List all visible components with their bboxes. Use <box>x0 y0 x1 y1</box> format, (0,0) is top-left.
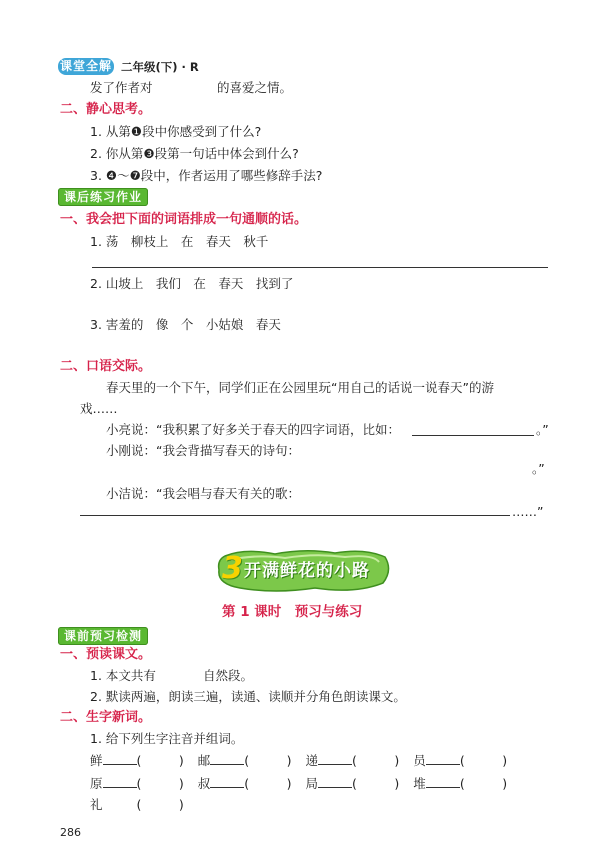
word-order-item: 1. 荡 柳枝上 在 春天 秋千 <box>90 234 269 249</box>
answer-line <box>92 267 548 268</box>
char-cell: 叔 ( ) <box>197 776 292 791</box>
preread-item-suffix: 自然段。 <box>203 668 254 683</box>
section-title: 二、口语交际。 <box>60 359 152 374</box>
char-cell: 递 ( ) <box>305 753 400 768</box>
preread-item-prefix: 1. 本文共有 <box>90 668 156 683</box>
xiaogang-line: 小刚说：“我会背描写春天的诗句： <box>106 443 300 458</box>
char-cell: 员 ( ) <box>413 753 508 768</box>
char-row <box>90 775 507 792</box>
grade-label: 二年级(下) · R <box>121 60 199 74</box>
char-cell: 堆 ( ) <box>413 776 508 791</box>
answer-line <box>412 435 534 436</box>
preread-item: 2. 默读两遍，朗读三遍，读通、读顺并分角色朗读课文。 <box>90 689 406 704</box>
lesson-number: 3 <box>222 551 243 586</box>
word-order-item: 2. 山坡上 我们 在 春天 找到了 <box>90 276 294 291</box>
section-title: 二、静心思考。 <box>60 102 152 117</box>
question-item: 1. 从第❶段中你感受到了什么? <box>90 124 262 139</box>
header-logo: 课堂全解 <box>59 59 112 73</box>
page-number: 286 <box>60 826 81 839</box>
char-cell: 邮 ( ) <box>197 753 292 768</box>
intro-text: 戏…… <box>80 401 118 416</box>
char-row <box>90 797 184 813</box>
vocab-instruction: 1. 给下列生字注音并组词。 <box>90 731 244 746</box>
char-cell: 原 ( ) <box>90 776 184 791</box>
lesson-title: 开满鲜花的小路 <box>244 561 370 581</box>
preview-tag: 课前预习检测 <box>58 627 148 645</box>
char-cell: 鲜 ( ) <box>90 753 184 768</box>
section-title: 一、预读课文。 <box>60 647 152 662</box>
xiaoliang-end: 。” <box>536 422 549 437</box>
question-item: 2. 你从第❸段第一句话中体会到什么? <box>90 146 299 161</box>
question-item: 3. ❹～❼段中，作者运用了哪些修辞手法? <box>90 168 323 183</box>
xiaojie-end: ……” <box>512 504 544 519</box>
section-title: 二、生字新词。 <box>60 710 152 725</box>
intro-text: 春天里的一个下午，同学们正在公园里玩“用自己的话说一说春天”的游 <box>106 380 494 395</box>
section-title: 一、我会把下面的词语排成一句通顺的话。 <box>60 212 308 227</box>
homework-tag: 课后练习作业 <box>58 188 148 206</box>
xiaoliang-line: 小亮说：“我积累了好多关于春天的四字词语，比如： <box>106 422 400 437</box>
xiaojie-line: 小洁说：“我会唱与春天有关的歌： <box>106 486 300 501</box>
xiaogang-end: 。” <box>532 461 545 476</box>
answer-line <box>80 515 510 516</box>
word-order-item: 3. 害羞的 像 个 小姑娘 春天 <box>90 317 281 332</box>
top-line-suffix: 的喜爱之情。 <box>217 80 293 95</box>
char-cell: 礼 ( ) <box>90 797 184 812</box>
char-row <box>90 752 507 769</box>
char-cell: 局 ( ) <box>305 776 400 791</box>
lesson-subtitle: 第 1 课时 预习与练习 <box>222 604 363 620</box>
top-line-prefix: 发了作者对 <box>90 80 153 95</box>
